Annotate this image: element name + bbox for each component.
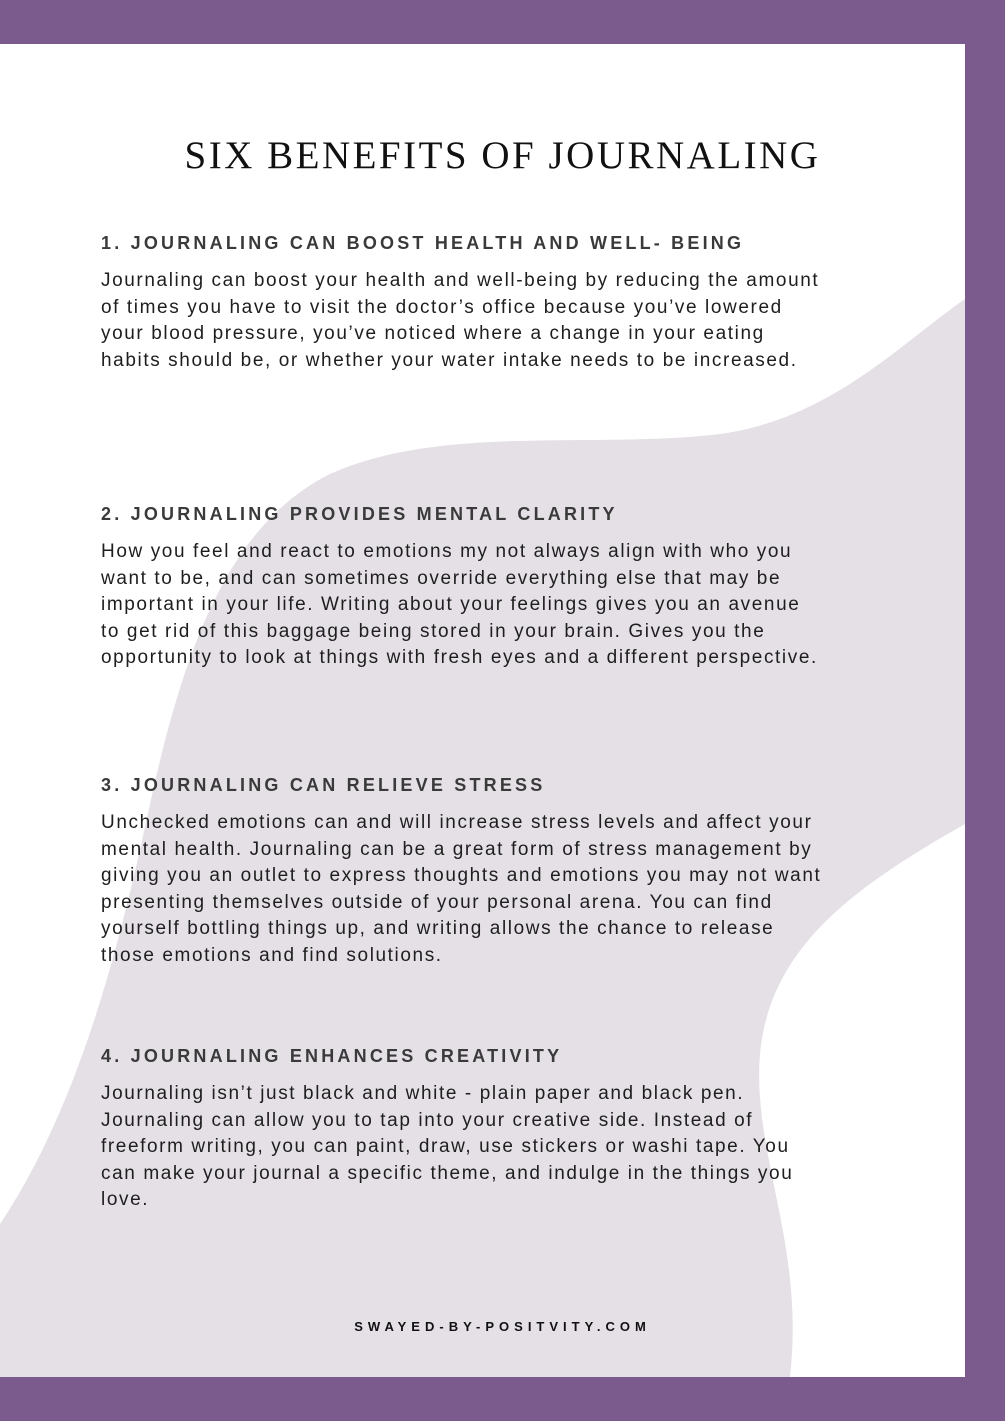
section-text-line: opportunity to look at things with fresh eyes and a different perspective. — [101, 647, 818, 668]
section-text-line: Journaling isn’t just black and white - plain paper and black pen. — [101, 1083, 745, 1104]
section-text-line: Journaling can boost your health and well-being by reducing the amount — [101, 270, 820, 291]
footer-website: SWAYED-BY-POSITVITY.COM — [354, 1319, 651, 1334]
section-text-line: Unchecked emotions can and will increase stress levels and affect your — [101, 812, 813, 833]
section-text-line: giving you an outlet to express thoughts and emotions you may not want — [101, 865, 822, 886]
section-health — [101, 233, 921, 374]
section-text-line: important in your life. Writing about your feelings gives you an avenue — [101, 594, 801, 615]
section-text-line: habits should be, or whether your water intake needs to be increased. — [101, 349, 798, 371]
section-heading: 2. JOURNALING PROVIDES MENTAL CLARITY — [101, 504, 618, 524]
page-title: SIX BENEFITS OF JOURNALING — [184, 134, 821, 177]
section-text-line: can make your journal a specific theme, and indulge in the things you — [101, 1162, 794, 1184]
section-text-line: want to be, and can sometimes override everything else that may be — [101, 567, 782, 589]
section-creativity — [101, 1046, 921, 1214]
section-text-line: mental health. Journaling can be a great form of stress management by — [101, 838, 813, 860]
section-text-line: of times you have to visit the doctor’s office because you’ve lowered — [101, 296, 783, 318]
section-mental-clarity — [101, 504, 921, 672]
section-heading: 3. JOURNALING CAN RELIEVE STRESS — [101, 775, 546, 795]
section-text-line: to get rid of this baggage being stored in your brain. Gives you the — [101, 620, 766, 642]
section-text-line: presenting themselves outside of your personal arena. You can find — [101, 891, 773, 913]
section-text-line: How you feel and react to emotions my not always align with who you — [101, 541, 793, 562]
section-text-line: love. — [101, 1189, 150, 1210]
section-stress — [101, 775, 921, 969]
section-text-line: freeform writing, you can paint, draw, use stickers or washi tape. You — [101, 1136, 790, 1157]
section-text-line: those emotions and find solutions. — [101, 944, 443, 966]
section-heading: 4. JOURNALING ENHANCES CREATIVITY — [101, 1046, 563, 1066]
section-text-line: your blood pressure, you’ve noticed where a change in your eating — [101, 323, 765, 344]
section-text-line: Journaling can allow you to tap into your creative side. Instead of — [101, 1109, 754, 1131]
section-text-line: yourself bottling things up, and writing allows the chance to release — [101, 918, 775, 939]
section-heading: 1. JOURNALING CAN BOOST HEALTH AND WELL- BEING — [101, 233, 745, 253]
